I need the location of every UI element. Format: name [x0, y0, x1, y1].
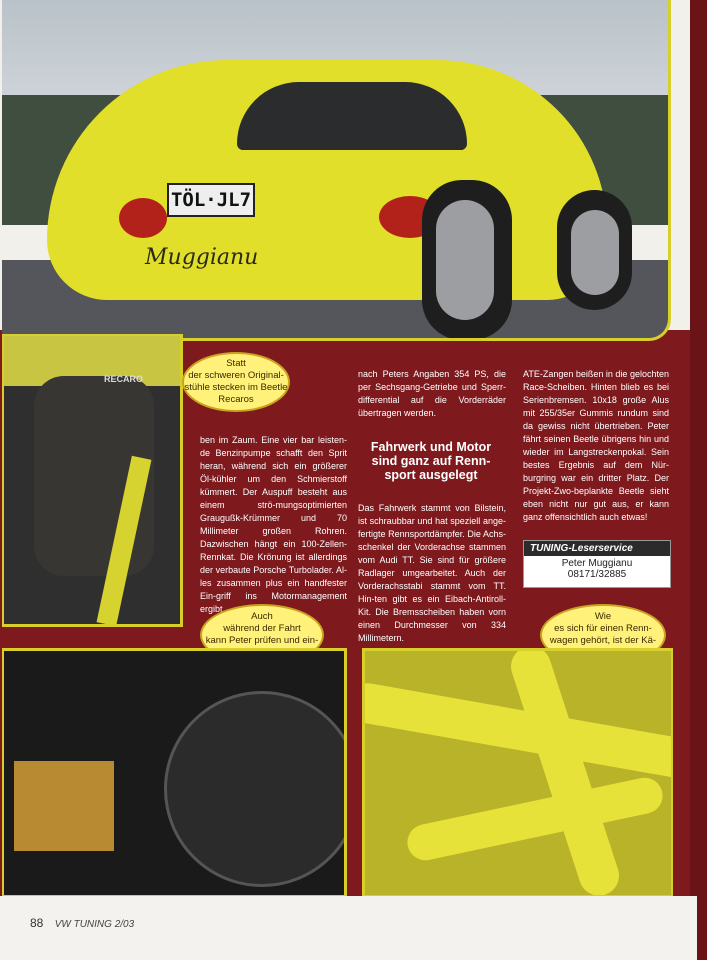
- section-heading: Fahrwerk und Motor sind ganz auf Renn-sport ausgelegt: [370, 440, 492, 482]
- license-plate: TÖL·JL7: [167, 183, 255, 217]
- column-3-text: ATE-Zangen beißen in die gelochten Race-Scheiben. Hinten blieb es bei Serienbremsen. 10x18 große Alus mit 255/35er Gummis rundum sind da gewiss nicht übertrieben. Peter fährt seinen Beetle übrigens hin und wieder im Langstreckenpokal. Sein bestes Ergebnis auf dem Nür-burgring war ein dritter Platz. Der Projekt-Zwo-beplankte Beetle sieht eben nicht nur gut aus, er kann ganz offensichtlich auch etwas!: [523, 369, 669, 522]
- caption-seats: [182, 352, 290, 412]
- control-box: [14, 761, 114, 851]
- article-column-2-bottom: [358, 502, 506, 645]
- seat-brand-logo: RECARO: [104, 374, 144, 384]
- rear-wheel: [422, 180, 512, 340]
- column-2-top-text: nach Peters Angaben 354 PS, die per Sechsgang-Getriebe und Sperr-differential auf die Vorderräder übertragen werden.: [358, 369, 506, 418]
- caption-seats-text: Statt der schweren Original- stühle stecken im Beetle Recaros: [184, 358, 288, 405]
- dashboard-gauge-photo: [2, 648, 347, 897]
- beetle-car: [47, 60, 607, 300]
- article-column-3: [523, 368, 669, 524]
- rear-window: [237, 82, 467, 150]
- service-box-title: TUNING-Leserservice: [524, 541, 670, 556]
- cage-tube: [506, 648, 624, 897]
- page-number: 88: [30, 916, 44, 930]
- roll-cage-photo: [362, 648, 673, 897]
- rear-script-lettering: Muggianu: [145, 245, 259, 270]
- column-1-text: ben im Zaum. Eine vier bar leisten-de Benzinpumpe schafft den Sprit heran, während sich ein größerer Öl-kühler um den Schmierstoff kümmert. Der Auspuff besteht aus einem strö-mungsoptimierten Graugußk-Krümmer und 70 Millimeter großen Rohren. Dazwischen hängt ein 100-Zellen-Rennkat. Die Krönung ist allerdings der verbaute Porsche Turbolader. Al-les zusammen plus ein handfester Ein-griff ins Motormanagement ergibt: [200, 435, 347, 614]
- reader-service-box: [523, 540, 671, 588]
- cage-tube: [404, 774, 666, 863]
- caption-cage-text: Wie es sich für einen Renn- wagen gehört, ist der Kä-: [549, 611, 657, 646]
- page-edge-strip: [690, 0, 707, 960]
- column-2-bottom-text: Das Fahrwerk stammt von Bilstein, ist schraubbar und hat speziell ange-fertigte Rennsportdämpfer. Die Achs-schenkel der Vorderachse stammen vom Audi TT. Sie sind für größere Radlager umgearbeitet. Auch der Vorderachsstabi stammt vom TT. Hin-ten gibt es ein Eibach-Antiroll-Kit. Die Bremsscheiben haben vorn einen Durchmesser von 334 Millimetern.: [358, 503, 506, 643]
- article-column-2-top: [358, 368, 506, 420]
- service-contact-name: Peter Muggianu: [561, 558, 633, 569]
- front-wheel: [557, 190, 632, 310]
- article-column-1: [200, 434, 347, 616]
- magazine-issue: VW TUNING 2/03: [54, 919, 135, 930]
- service-contact-phone: 08171/32885: [567, 569, 627, 580]
- caption-driving-text: Auch während der Fahrt kann Peter prüfen und ein-: [205, 611, 319, 646]
- cage-tube: [362, 680, 673, 782]
- taillight-left: [119, 198, 167, 238]
- wheel-rim: [436, 200, 494, 320]
- wheel-rim: [571, 210, 619, 295]
- seat-photo: [2, 334, 183, 627]
- hero-car-photo: [2, 0, 671, 341]
- page-footer: [30, 916, 134, 930]
- speedometer-dial: [164, 691, 347, 887]
